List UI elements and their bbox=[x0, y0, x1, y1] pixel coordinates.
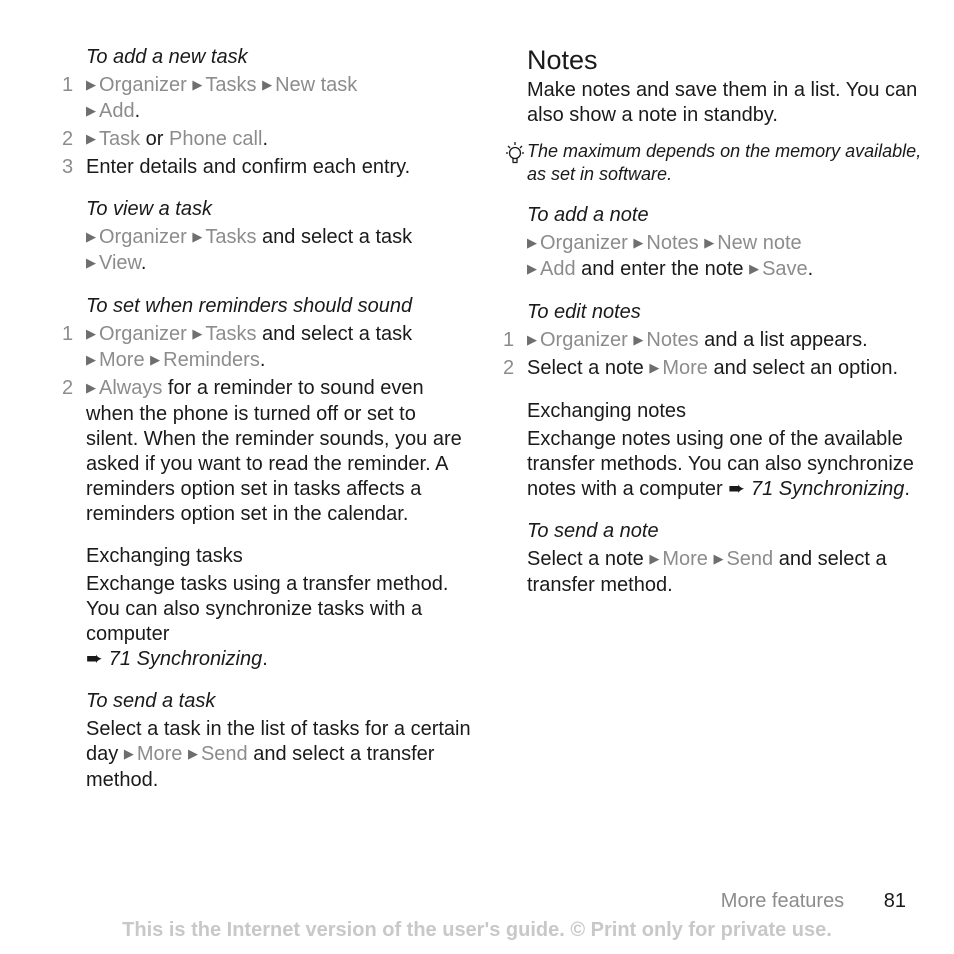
arrow-icon: ▶ bbox=[86, 131, 96, 146]
section-title: Notes bbox=[527, 45, 598, 75]
menu-item: More bbox=[662, 357, 708, 379]
arrow-icon: ▶ bbox=[262, 77, 273, 92]
menu-item: Add bbox=[540, 258, 576, 280]
arrow-icon: ▶ bbox=[749, 261, 760, 276]
menu-item: Tasks bbox=[205, 323, 257, 345]
arrow-icon: ▶ bbox=[192, 326, 203, 341]
tip-text: The maximum depends on the memory available, as set in software. bbox=[527, 141, 922, 184]
page-reference: 71 Synchronizing bbox=[108, 648, 263, 670]
arrow-icon: ▶ bbox=[704, 235, 715, 250]
menu-item: Notes bbox=[646, 232, 699, 254]
reference-arrow-icon: ➨ bbox=[86, 648, 103, 670]
notes-intro: Make notes and save them in a list. You can also show a note in standby. bbox=[527, 79, 918, 126]
copyright-notice: This is the Internet version of the user's guide. © Print only for private use. bbox=[122, 919, 832, 941]
arrow-icon: ▶ bbox=[86, 229, 96, 244]
heading-add-task: To add a new task bbox=[86, 46, 248, 68]
send-task-text: Select a task in the list of tasks for a certain day ▶ More ▶ Send and select a transfer method. bbox=[86, 718, 471, 791]
add-task-step-3: 3 Enter details and confirm each entry. bbox=[62, 156, 411, 178]
arrow-icon: ▶ bbox=[713, 551, 724, 566]
arrow-icon: ▶ bbox=[123, 746, 134, 761]
menu-item: Send bbox=[200, 743, 248, 765]
menu-item: New note bbox=[717, 232, 802, 254]
menu-item: Add bbox=[99, 100, 135, 122]
footer-section: More features bbox=[720, 890, 845, 912]
arrow-icon: ▶ bbox=[86, 352, 96, 367]
arrow-icon: ▶ bbox=[150, 352, 161, 367]
lightbulb-icon bbox=[503, 140, 527, 186]
heading-send-task: To send a task bbox=[86, 690, 216, 712]
menu-item: View bbox=[99, 252, 141, 274]
edit-notes-step-2: 2 Select a note ▶ More and select an option. bbox=[503, 357, 899, 379]
page-number: 81 bbox=[883, 890, 906, 912]
heading-reminders: To set when reminders should sound bbox=[86, 295, 413, 317]
menu-item: Phone call bbox=[169, 128, 263, 150]
reminders-step-1: 1 ▶ Organizer ▶ Tasks and select a task ▶ More ▶ Reminders. bbox=[62, 323, 413, 371]
menu-item: Organizer bbox=[99, 323, 187, 345]
arrow-icon: ▶ bbox=[86, 77, 96, 92]
arrow-icon: ▶ bbox=[527, 332, 537, 347]
menu-item: Reminders bbox=[163, 349, 260, 371]
add-note-text: ▶ Organizer ▶ Notes ▶ New note ▶ Add and enter the note ▶ Save. bbox=[527, 232, 814, 280]
heading-exchanging-notes: Exchanging notes bbox=[527, 400, 687, 422]
heading-edit-notes: To edit notes bbox=[527, 301, 641, 323]
arrow-icon: ▶ bbox=[527, 235, 537, 250]
menu-item: Organizer bbox=[99, 226, 187, 248]
heading-view-task: To view a task bbox=[86, 198, 212, 220]
arrow-icon: ▶ bbox=[86, 255, 96, 270]
arrow-icon: ▶ bbox=[633, 332, 644, 347]
menu-item: Organizer bbox=[540, 329, 628, 351]
arrow-icon: ▶ bbox=[649, 551, 660, 566]
menu-item: More bbox=[99, 349, 145, 371]
arrow-icon: ▶ bbox=[649, 360, 660, 375]
arrow-icon: ▶ bbox=[633, 235, 644, 250]
tip-box bbox=[503, 140, 923, 186]
arrow-icon: ▶ bbox=[86, 380, 96, 395]
menu-item: Send bbox=[726, 548, 774, 570]
arrow-icon: ▶ bbox=[86, 326, 96, 341]
arrow-icon: ▶ bbox=[187, 746, 198, 761]
reminders-step-2: 2 ▶ Always for a reminder to sound even when the phone is turned off or set to silent. When the reminder sounds, you are asked if you want to read the reminder. A reminders option set in tasks affects a reminders option set in the calendar. bbox=[62, 377, 462, 525]
left-column bbox=[62, 44, 472, 793]
menu-item: More bbox=[662, 548, 708, 570]
menu-item: Always bbox=[99, 377, 163, 399]
menu-item: More bbox=[136, 743, 183, 765]
page-footer bbox=[721, 890, 906, 913]
menu-item: Notes bbox=[646, 329, 699, 351]
page-reference: 71 Synchronizing bbox=[750, 478, 905, 500]
menu-item: Task bbox=[99, 128, 141, 150]
menu-item: New task bbox=[275, 74, 358, 96]
menu-item: Organizer bbox=[99, 74, 187, 96]
arrow-icon: ▶ bbox=[86, 103, 96, 118]
add-task-step-1: 1 ▶ Organizer ▶ Tasks ▶ New task ▶ Add. bbox=[62, 74, 358, 122]
exchanging-notes-text: Exchange notes using one of the available transfer methods. You can also synchronize notes with a computer ➨ 71 Synchronizing. bbox=[527, 428, 914, 500]
arrow-icon: ▶ bbox=[192, 229, 203, 244]
view-task-text: ▶ Organizer ▶ Tasks and select a task ▶ View. bbox=[86, 226, 413, 274]
arrow-icon: ▶ bbox=[527, 261, 537, 276]
menu-item: Organizer bbox=[540, 232, 628, 254]
reference-arrow-icon: ➨ bbox=[728, 478, 745, 500]
menu-item: Tasks bbox=[205, 74, 257, 96]
arrow-icon: ▶ bbox=[192, 77, 203, 92]
heading-add-note: To add a note bbox=[527, 204, 649, 226]
send-note-text: Select a note ▶ More ▶ Send and select a transfer method. bbox=[527, 548, 887, 596]
heading-exchanging-tasks: Exchanging tasks bbox=[86, 545, 243, 567]
add-task-step-2: 2 ▶ Task or Phone call. bbox=[62, 128, 268, 150]
heading-send-note: To send a note bbox=[527, 520, 659, 542]
menu-item: Save bbox=[762, 258, 808, 280]
exchanging-tasks-text: Exchange tasks using a transfer method. You can also synchronize tasks with a computer ➨ 71 Synchronizing. bbox=[86, 573, 449, 670]
menu-item: Tasks bbox=[205, 226, 257, 248]
right-column bbox=[503, 44, 923, 598]
edit-notes-step-1: 1 ▶ Organizer ▶ Notes and a list appears. bbox=[503, 329, 868, 351]
